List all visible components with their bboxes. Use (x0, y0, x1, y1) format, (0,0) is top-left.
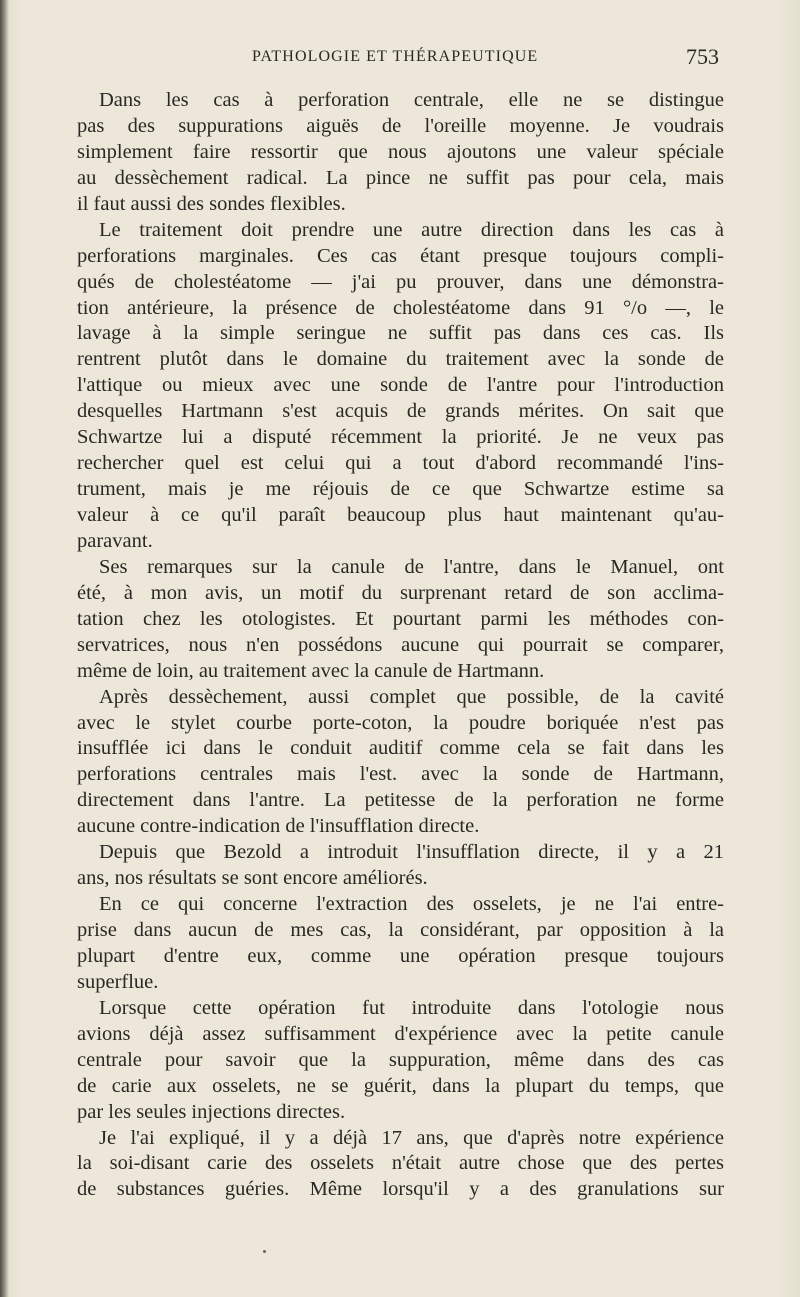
text-line: Dans les cas à perforation centrale, elle ne se distingue (99, 89, 724, 111)
text-line: centrale pour savoir que la suppuration, même dans des cas (77, 1048, 724, 1071)
text-line: servatrices, nous n'en possédons aucune qui pourrait se comparer, (77, 633, 724, 656)
text-line: insufflée ici dans le conduit auditif comme cela se fait dans les (77, 737, 724, 760)
text-line: aucune contre-indication de l'insufflation directe. (77, 815, 480, 838)
text-line: En ce qui concerne l'extraction des osselets, je ne l'ai entre- (99, 893, 724, 916)
running-title: PATHOLOGIE ET THÉRAPEUTIQUE (252, 48, 539, 65)
text-line: plupart d'entre eux, comme une opération presque toujours (77, 944, 724, 967)
text-line: directement dans l'antre. La petitesse de la perforation ne forme (77, 789, 724, 812)
text-line: l'attique ou mieux avec une sonde de l'antre pour l'introduction (77, 374, 724, 397)
text-line: Ses remarques sur la canule de l'antre, dans le Manuel, ont (99, 555, 724, 578)
text-line: trument, mais je me réjouis de ce que Schwartze estime sa (77, 478, 724, 501)
body-text (77, 88, 724, 1203)
page-number: 753 (686, 44, 719, 69)
text-line: desquelles Hartmann s'est acquis de grands mérites. On sait que (77, 400, 724, 423)
text-line: de carie aux osselets, ne se guérit, dans la plupart du temps, que (77, 1074, 724, 1097)
text-line: tion antérieure, la présence de cholestéatome dans 91 °/o —, le (77, 296, 724, 319)
text-line: qués de cholestéatome — j'ai pu prouver, dans une démonstra- (77, 270, 724, 293)
text-line: Lorsque cette opération fut introduite dans l'otologie nous (99, 996, 724, 1019)
text-line: de substances guéries. Même lorsqu'il y a des granulations sur (77, 1178, 724, 1201)
running-header (0, 44, 800, 74)
text-line: perforations centrales mais l'est. avec la sonde de Hartmann, (77, 763, 724, 786)
text-line: avec le stylet courbe porte-coton, la poudre boriquée n'est pas (77, 711, 724, 734)
text-line: paravant. (77, 529, 153, 552)
text-line: Après dessèchement, aussi complet que possible, de la cavité (99, 685, 724, 708)
text-line: rentrent plutôt dans le domaine du traitement avec la sonde de (77, 348, 724, 371)
text-line: valeur à ce qu'il paraît beaucoup plus haut maintenant qu'au- (77, 504, 724, 526)
text-line: Schwartze lui a disputé récemment la priorité. Je ne veux pas (77, 426, 724, 449)
text-line: Depuis que Bezold a introduit l'insufflation directe, il y a 21 (99, 841, 724, 864)
text-line: lavage à la simple seringue ne suffit pas dans ces cas. Ils (77, 322, 724, 345)
text-line: ans, nos résultats se sont encore améliorés. (77, 867, 428, 890)
text-line: avions déjà assez suffisamment d'expérience avec la petite canule (77, 1022, 724, 1045)
text-line: par les seules injections directes. (77, 1100, 346, 1123)
text-line: perforations marginales. Ces cas étant presque toujours compli- (77, 244, 724, 267)
text-line: simplement faire ressortir que nous ajoutons une valeur spéciale (77, 140, 724, 163)
text-line: tation chez les otologistes. Et pourtant parmi les méthodes con- (77, 607, 724, 630)
text-line: la soi-disant carie des osselets n'était autre chose que des pertes (77, 1152, 724, 1175)
text-line: superflue. (77, 970, 159, 993)
text-line: été, à mon avis, un motif du surprenant retard de son acclima- (77, 581, 724, 604)
text-line: pas des suppurations aiguës de l'oreille moyenne. Je voudrais (77, 114, 724, 137)
text-line: Je l'ai expliqué, il y a déjà 17 ans, que d'après notre expérience (99, 1126, 724, 1149)
text-line: il faut aussi des sondes flexibles. (77, 192, 346, 215)
text-line: rechercher quel est celui qui a tout d'abord recommandé l'ins- (77, 452, 724, 475)
text-line: prise dans aucun de mes cas, la considérant, par opposition à la (77, 919, 724, 941)
ink-speck (263, 1250, 266, 1253)
binding-edge (0, 0, 9, 1297)
text-line: Le traitement doit prendre une autre direction dans les cas à (99, 218, 724, 241)
text-line: même de loin, au traitement avec la canule de Hartmann. (77, 659, 545, 682)
text-line: au dessèchement radical. La pince ne suffit pas pour cela, mais (77, 166, 724, 189)
